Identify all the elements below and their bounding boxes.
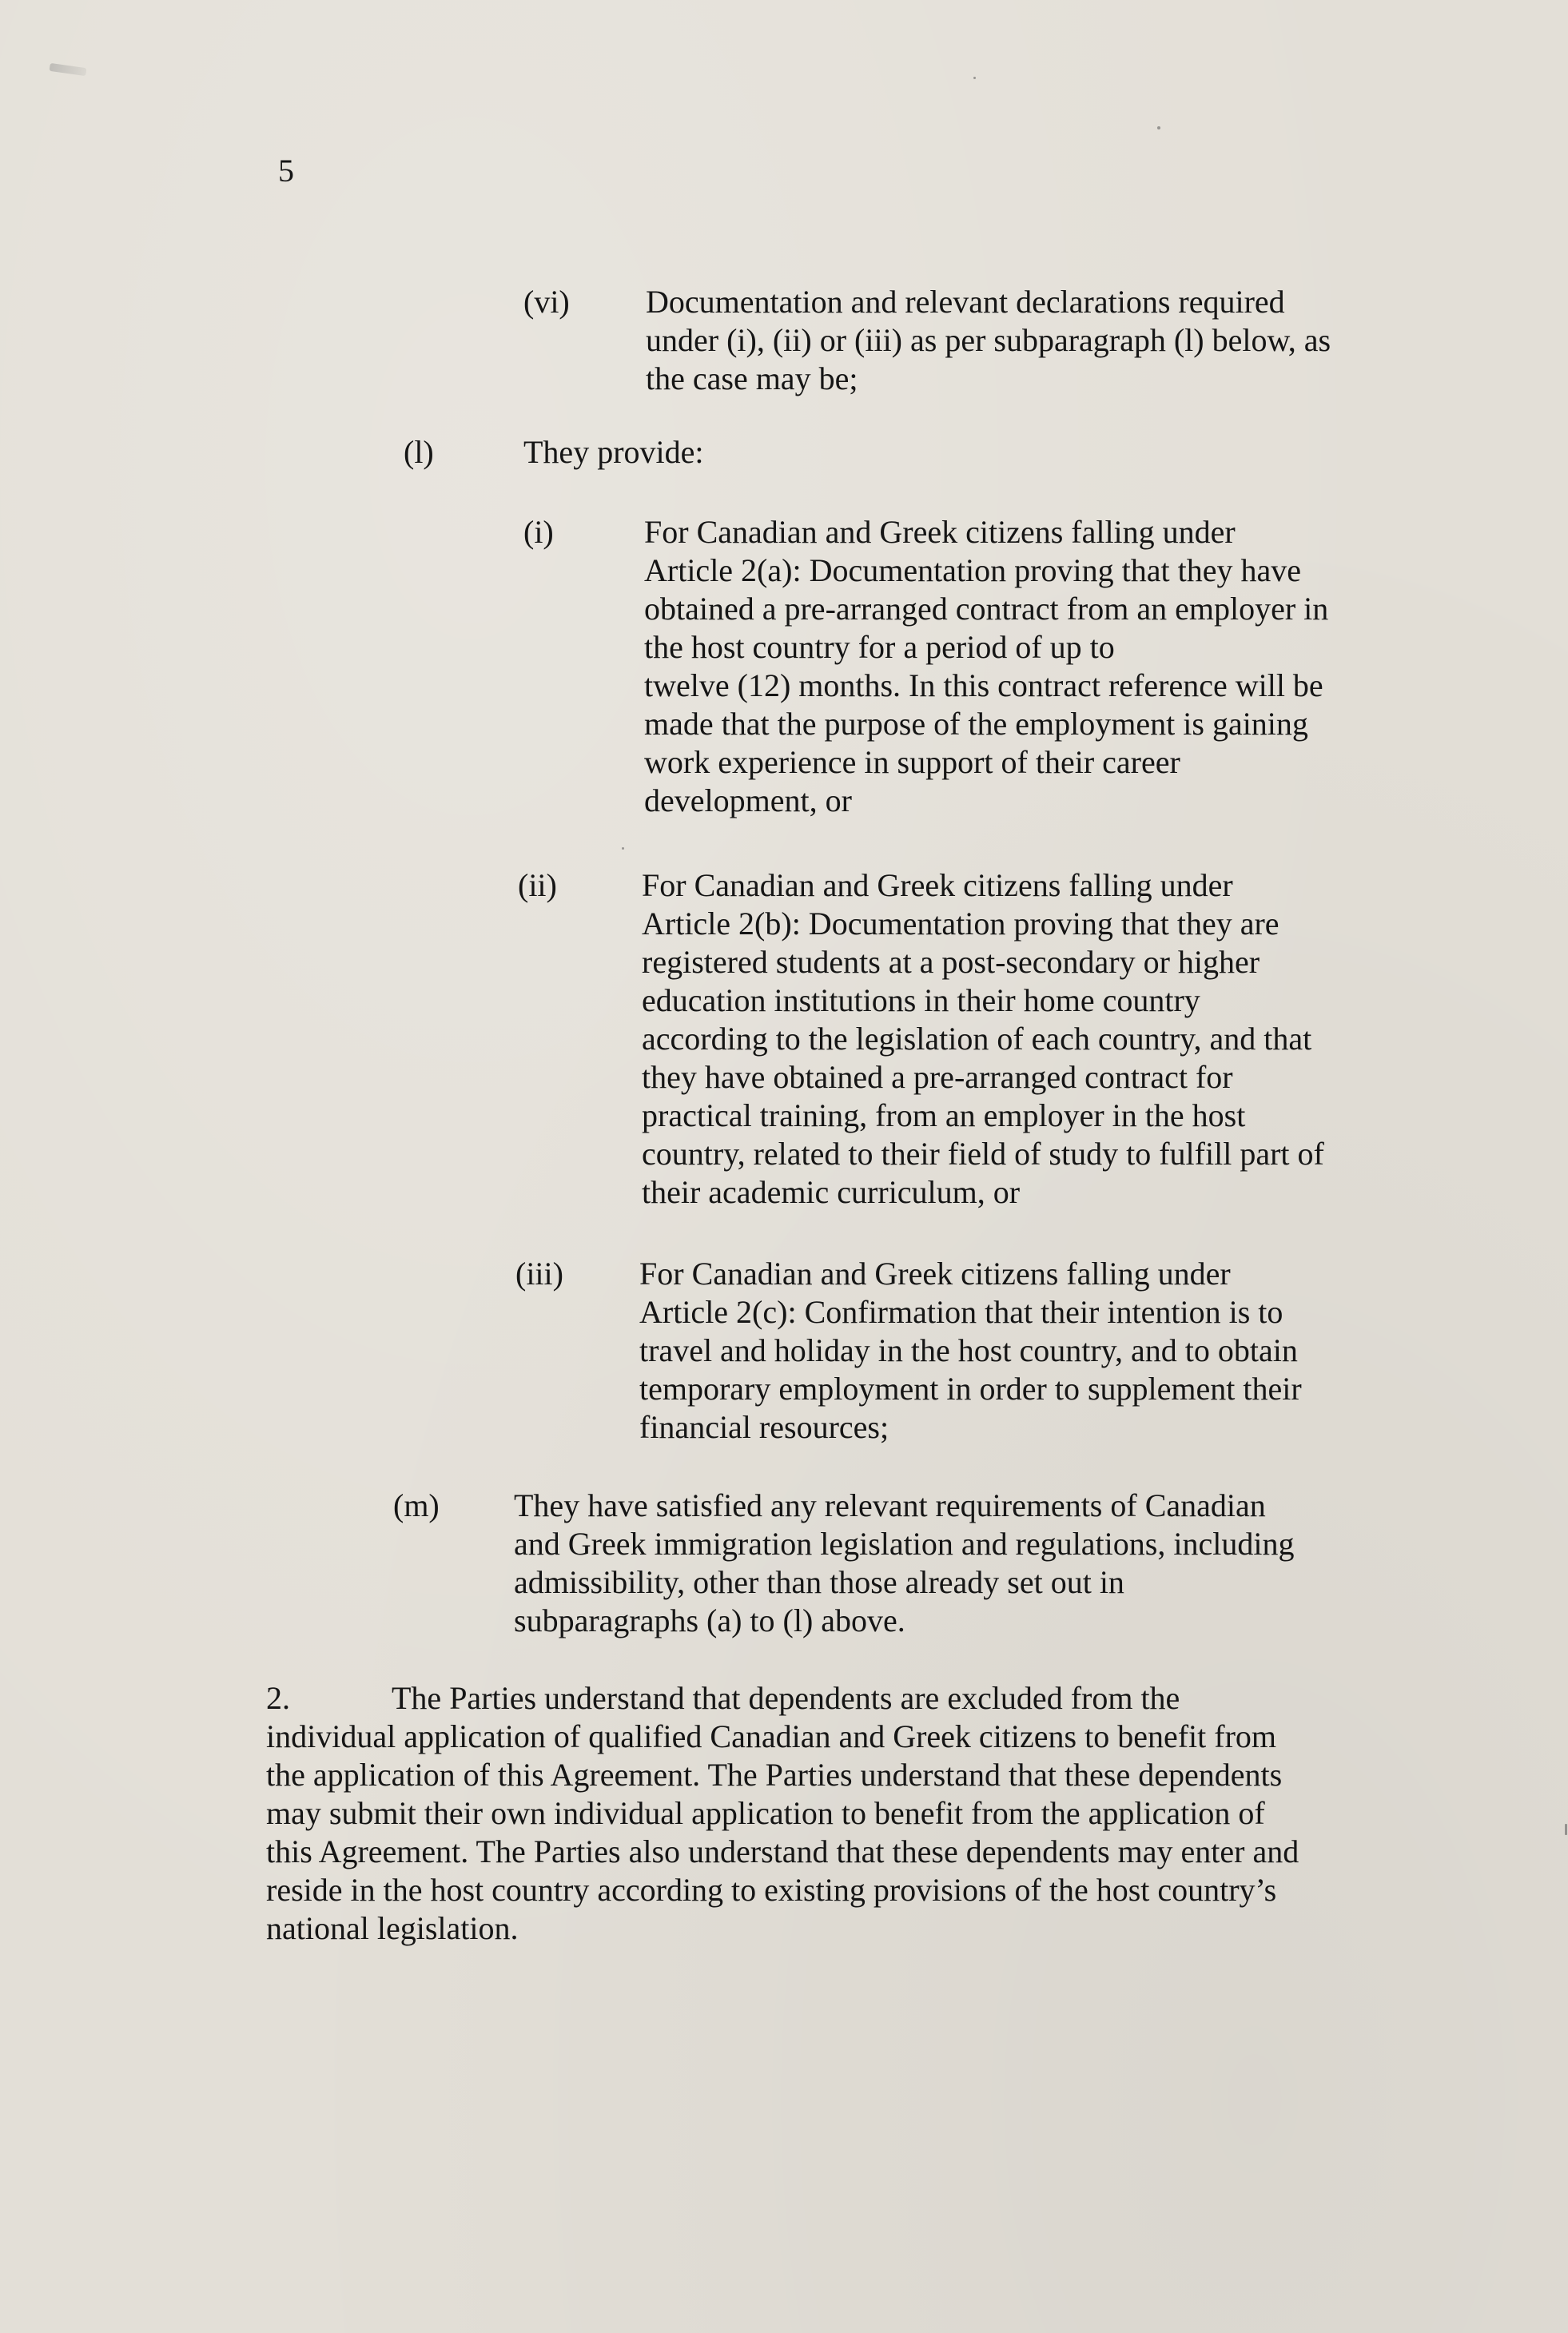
text-line: development, or bbox=[644, 782, 852, 818]
text-line: Documentation and relevant declarations required bbox=[646, 284, 1285, 320]
subparagraph-label-iii: (iii) bbox=[515, 1256, 563, 1292]
text-line: this Agreement. The Parties also understand that these dependents may enter and bbox=[266, 1833, 1299, 1869]
scan-speck bbox=[1157, 126, 1160, 129]
text-line: individual application of qualified Canadian and Greek citizens to benefit from bbox=[266, 1718, 1277, 1754]
text-line: For Canadian and Greek citizens falling under bbox=[639, 1256, 1231, 1292]
scan-speck bbox=[1565, 1824, 1567, 1835]
text-line: They have satisfied any relevant requirements of Canadian bbox=[514, 1487, 1266, 1523]
subparagraph-text-i bbox=[644, 513, 1328, 820]
text-line: made that the purpose of the employment is gaining bbox=[644, 706, 1308, 742]
text-line: For Canadian and Greek citizens falling under bbox=[642, 867, 1233, 903]
text-line: work experience in support of their career bbox=[644, 744, 1180, 780]
text-line: subparagraphs (a) to (l) above. bbox=[514, 1602, 905, 1638]
text-line: reside in the host country according to existing provisions of the host country’s bbox=[266, 1872, 1277, 1908]
text-line: they have obtained a pre-arranged contract for bbox=[642, 1059, 1233, 1095]
text-line: may submit their own individual application to benefit from the application of bbox=[266, 1795, 1265, 1831]
text-line: The Parties understand that dependents are excluded from the bbox=[392, 1680, 1180, 1716]
text-line: the case may be; bbox=[646, 360, 858, 396]
text-line: under (i), (ii) or (iii) as per subparagraph (l) below, as bbox=[646, 322, 1331, 358]
scan-mark bbox=[50, 63, 87, 76]
text-line: obtained a pre-arranged contract from an employer in bbox=[644, 591, 1329, 627]
text-line: Article 2(a): Documentation proving that they have bbox=[644, 552, 1301, 588]
paragraph-intro-l: They provide: bbox=[523, 434, 704, 470]
text-line: Article 2(b): Documentation proving that they are bbox=[642, 906, 1279, 942]
text-line: twelve (12) months. In this contract reference will be bbox=[644, 667, 1323, 703]
text-line: their academic curriculum, or bbox=[642, 1174, 1021, 1210]
text-line: country, related to their field of study to fulfill part of bbox=[642, 1136, 1324, 1172]
text-line: and Greek immigration legislation and regulations, including bbox=[514, 1526, 1295, 1562]
text-line: the host country for a period of up to bbox=[644, 629, 1115, 665]
subparagraph-label-i: (i) bbox=[523, 514, 554, 550]
section-text-2 bbox=[266, 1679, 1299, 1948]
text-line: Article 2(c): Confirmation that their intention is to bbox=[639, 1294, 1283, 1330]
subparagraph-text-iii bbox=[639, 1255, 1302, 1447]
text-line: admissibility, other than those already set out in bbox=[514, 1564, 1124, 1600]
text-line: travel and holiday in the host country, and to obtain bbox=[639, 1332, 1298, 1368]
paragraph-text-m bbox=[514, 1487, 1294, 1640]
text-line: national legislation. bbox=[266, 1910, 519, 1946]
text-line: registered students at a post-secondary or higher bbox=[642, 944, 1260, 980]
scan-speck bbox=[622, 847, 624, 850]
subparagraph-text-vi bbox=[646, 283, 1331, 398]
text-line: the application of this Agreement. The Parties understand that these dependents bbox=[266, 1757, 1283, 1793]
text-line: practical training, from an employer in the host bbox=[642, 1097, 1246, 1133]
text-line: temporary employment in order to supplement their bbox=[639, 1371, 1302, 1407]
subparagraph-label-vi: (vi) bbox=[523, 284, 570, 320]
scan-speck bbox=[973, 77, 976, 79]
text-line: according to the legislation of each country, and that bbox=[642, 1021, 1312, 1057]
subparagraph-text-ii bbox=[642, 866, 1324, 1212]
paragraph-label-l: (l) bbox=[404, 434, 434, 470]
text-line: For Canadian and Greek citizens falling under bbox=[644, 514, 1236, 550]
paragraph-label-m: (m) bbox=[393, 1487, 440, 1523]
subparagraph-label-ii: (ii) bbox=[518, 867, 557, 903]
text-line: financial resources; bbox=[639, 1409, 889, 1445]
page-number: 5 bbox=[278, 153, 294, 189]
text-line: education institutions in their home country bbox=[642, 982, 1200, 1018]
section-number-2: 2. bbox=[266, 1680, 290, 1716]
